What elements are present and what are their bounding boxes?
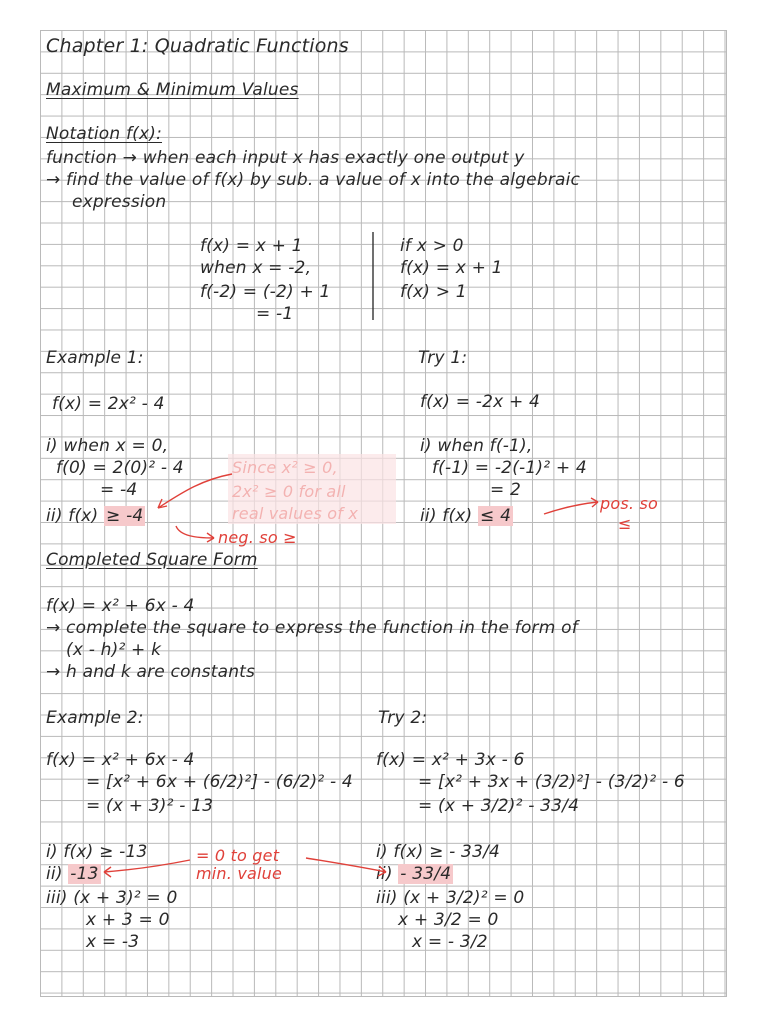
example-1-part-ii-prefix: ii) f(x) — [46, 506, 99, 526]
example-2-note-line-1: = 0 to get — [196, 846, 280, 865]
section-heading-max-min: Maximum & Minimum Values — [46, 80, 299, 100]
try-1-note-pos: pos. so — [600, 494, 658, 513]
try-2-line-3: = (x + 3/2)² - 33/4 — [418, 796, 580, 816]
example-1-arrow-icon — [158, 474, 232, 508]
example-2-answer-iii: iii) (x + 3)² = 0 — [46, 888, 178, 908]
example-2-left-arrow-icon — [104, 860, 190, 872]
example-1-note-neg: neg. so ≥ — [218, 528, 297, 547]
section-heading-completed-square: Completed Square Form — [46, 550, 258, 570]
notation-example-left-4: = -1 — [256, 304, 294, 324]
example-2-answer-i: i) f(x) ≥ -13 — [46, 842, 148, 862]
example-2-line-2: = [x² + 6x + (6/2)²] - (6/2)² - 4 — [86, 772, 353, 792]
example-1-function: f(x) = 2x² - 4 — [52, 394, 165, 414]
example-2-line-1: f(x) = x² + 6x - 4 — [46, 750, 195, 770]
example-2-answer-iii-step-2: x = -3 — [86, 932, 140, 952]
example-1-neg-arrow-icon — [176, 526, 214, 538]
completed-square-line-3: → h and k are constants — [46, 662, 256, 682]
try-2-answer-iii-step-1: x + 3/2 = 0 — [398, 910, 499, 930]
notation-example-right-3: f(x) > 1 — [400, 282, 467, 302]
try-1-part-i-line-3: = 2 — [490, 480, 522, 500]
try-1-note-sign: ≤ — [618, 514, 632, 533]
notation-example-right-1: if x > 0 — [400, 236, 464, 256]
notation-example-left-1: f(x) = x + 1 — [200, 236, 303, 256]
try-1-heading: Try 1: — [418, 348, 468, 368]
notation-example-right-2: f(x) = x + 1 — [400, 258, 503, 278]
try-2-answer-ii-prefix: ii) — [376, 864, 393, 884]
try-1-part-i-line-1: i) when f(-1), — [420, 436, 533, 456]
example-2-note-line-2: min. value — [196, 864, 283, 883]
notation-line-1: function → when each input x has exactly one output y — [46, 148, 525, 168]
try-2-line-2: = [x² + 3x + (3/2)²] - (3/2)² - 6 — [418, 772, 685, 792]
try-1-part-i-line-2: f(-1) = -2(-1)² + 4 — [432, 458, 587, 478]
example-2-answer-ii-prefix: ii) — [46, 864, 63, 884]
notation-line-3: expression — [72, 192, 167, 212]
completed-square-function: f(x) = x² + 6x - 4 — [46, 596, 195, 616]
example-2-answer-iii-step-1: x + 3 = 0 — [86, 910, 170, 930]
example-1-note-box — [228, 454, 396, 524]
example-2-heading: Example 2: — [46, 708, 144, 728]
example-1-part-i-line-1: i) when x = 0, — [46, 436, 169, 456]
example-1-part-i-line-3: = -4 — [100, 480, 138, 500]
try-2-answer-i: i) f(x) ≥ - 33/4 — [376, 842, 501, 862]
try-2-line-1: f(x) = x² + 3x - 6 — [376, 750, 525, 770]
example-2-right-arrow-icon — [306, 858, 386, 872]
completed-square-line-2: (x - h)² + k — [66, 640, 162, 660]
example-2-line-3: = (x + 3)² - 13 — [86, 796, 214, 816]
try-1-part-ii-prefix: ii) f(x) — [420, 506, 473, 526]
example-2-answer-ii-value: -13 — [70, 864, 99, 884]
try-2-answer-ii-value: - 33/4 — [400, 864, 452, 884]
try-1-part-ii-answer: ≤ 4 — [480, 506, 512, 526]
try-2-answer-iii-step-2: x = - 3/2 — [412, 932, 488, 952]
try-1-function: f(x) = -2x + 4 — [420, 392, 541, 412]
try-2-heading: Try 2: — [378, 708, 428, 728]
page-title: Chapter 1: Quadratic Functions — [46, 35, 349, 57]
try-1-arrow-icon — [544, 502, 598, 514]
example-1-heading: Example 1: — [46, 348, 144, 368]
notation-example-left-3: f(-2) = (-2) + 1 — [200, 282, 331, 302]
example-1-part-i-line-2: f(0) = 2(0)² - 4 — [56, 458, 184, 478]
notation-line-2: → find the value of f(x) by sub. a value of x into the algebraic — [46, 170, 581, 190]
completed-square-line-1: → complete the square to express the function in the form of — [46, 618, 578, 638]
notation-heading: Notation f(x): — [46, 124, 163, 144]
example-1-part-ii-answer: ≥ -4 — [106, 506, 144, 526]
try-2-answer-iii: iii) (x + 3/2)² = 0 — [376, 888, 525, 908]
notation-example-left-2: when x = -2, — [200, 258, 312, 278]
